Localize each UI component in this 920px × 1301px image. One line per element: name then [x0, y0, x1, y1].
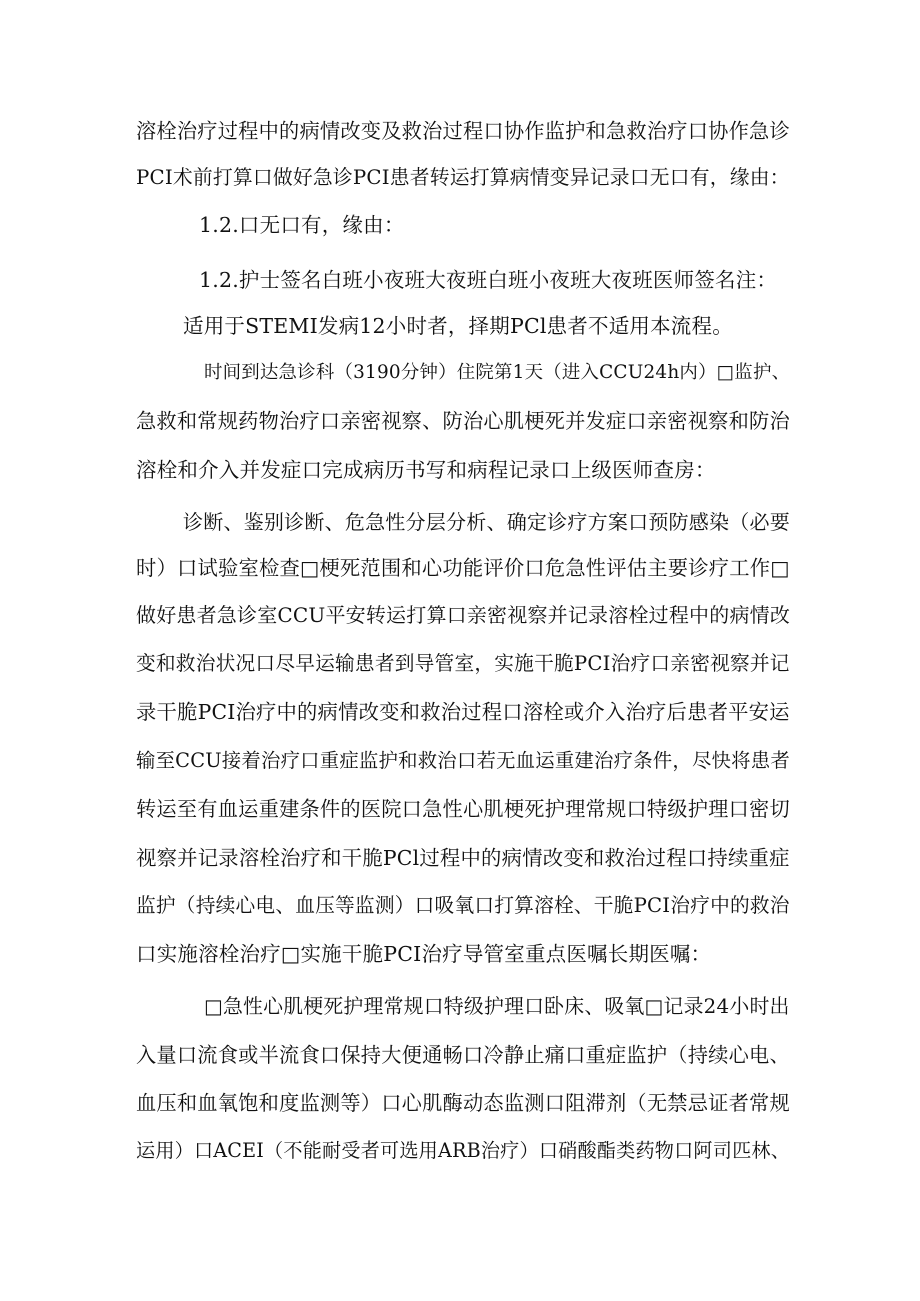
text-line-22: 运用）口ACEI（不能耐受者可选用ARB治疗）口硝酸酯类药物口阿司匹林、 [136, 1139, 791, 1162]
text-line-5: 适用于STEMI发病12小时者，择期PCl患者不适用本流程。 [183, 314, 733, 338]
text-line-15: 转运至有血运重建条件的医院口急性心肌梗死护理常规口特级护理口密切 [136, 797, 790, 821]
text-line-21: 血压和血氧饱和度监测等）口心肌酶动态监测口阻滞剂（无禁忌证者常规 [136, 1091, 790, 1115]
text-line-7: 急救和常规药物治疗口亲密视察、防治心肌梗死并发症口亲密视察和防治 [136, 409, 790, 433]
text-line-11: 做好患者急诊室CCU平安转运打算口亲密视察并记录溶栓过程中的病情改 [136, 603, 791, 627]
text-line-16: 视察并记录溶栓治疗和干脆PCl过程中的病情改变和救治过程口持续重症 [136, 846, 790, 870]
text-line-6: 时间到达急诊科（3190分钟）住院第1天（进入CCU24h内）□监护、 [204, 362, 791, 383]
text-line-8: 溶栓和介入并发症口完成病历书写和病程记录口上级医师查房： [136, 458, 716, 482]
text-line-18: 口实施溶栓治疗□实施干脆PCI治疗导管室重点医嘱长期医嘱： [136, 942, 712, 966]
text-line-20: 入量口流食或半流食口保持大便通畅口冷静止痛口重症监护（持续心电、 [136, 1043, 790, 1067]
text-line-13: 录干脆PCI治疗中的病情改变和救治过程口溶栓或介入治疗后患者平安运 [136, 700, 790, 724]
text-line-1: 溶栓治疗过程中的病情改变及救治过程口协作监护和急救治疗口协作急诊 [136, 119, 790, 143]
text-line-4: 1.2.护士签名白班小夜班大夜班白班小夜班大夜班医师签名注： [199, 268, 778, 292]
text-line-17: 监护（持续心电、血压等监测）口吸氧口打算溶栓、干脆PCI治疗中的救治 [136, 894, 790, 917]
text-line-19: □急性心肌梗死护理常规口特级护理口卧床、吸氧□记录24小时出 [204, 995, 790, 1018]
text-line-12: 变和救治状况口尽早运输患者到导管室，实施干脆PCI治疗口亲密视察并记 [136, 652, 790, 675]
text-line-9: 诊断、鉴别诊断、危急性分层分析、确定诊疗方案口预防感染（必要 [183, 510, 790, 534]
text-line-14: 输至CCU接着治疗口重症监护和救治口若无血运重建治疗条件，尽快将患者 [136, 749, 790, 772]
text-line-10: 时）口试验室检查□梗死范围和心功能评价口危急性评估主要诊疗工作□ [136, 556, 790, 580]
text-line-2: PCI术前打算口做好急诊PCI患者转运打算病情变异记录口无口有，缘由： [136, 166, 790, 189]
text-line-3: 1.2.口无口有，缘由： [199, 213, 405, 237]
